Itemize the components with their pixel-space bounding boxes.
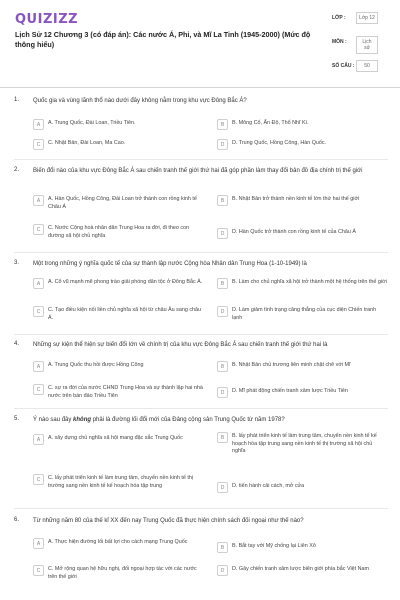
lop-value: Lớp 12 [356,12,378,24]
option-c[interactable] [33,474,203,490]
option-b[interactable] [217,195,387,206]
option-text: A. xây dựng chủ nghĩa xã hội mang đặc sắc Trung Quốc [48,435,183,441]
question-number: 2. [14,167,20,173]
option-letter: C [33,139,44,150]
option-letter: A [33,361,44,372]
option-text: D. tiến hành cải cách, mở cửa [232,483,305,489]
option-c[interactable] [33,306,203,322]
option-d[interactable] [217,482,387,493]
option-d[interactable] [217,139,387,150]
option-letter: D [217,387,228,398]
socau-label: SỐ CÂU : [332,63,355,69]
option-text: C. Nhật Bản, Đài Loan, Ma Cao. [48,140,126,146]
option-b[interactable] [217,542,387,553]
meta-row-lop [332,12,388,36]
option-letter: D [217,565,228,576]
question-text-emphasis: không [73,417,92,423]
option-letter: B [217,119,228,130]
question-divider [14,334,388,335]
option-letter: D [217,228,228,239]
option-text: D. Hàn Quốc trở thành con rồng kinh tế của Châu Á [232,229,356,235]
question-text-post: phải là đường lối đổi mới của Đảng cộng sản Trung Quốc từ năm 1978? [91,417,285,423]
question-text-pre: Ý nào sau đây [33,417,74,423]
option-letter: B [217,195,228,206]
option-text: B. Nhật Bản chủ trương liên minh chặt chẽ với Mĩ [232,362,351,368]
option-text: B. Mông Cổ, Ấn Độ, Thổ Nhĩ Kì. [232,120,309,126]
question-number: 4. [14,341,20,347]
question-text: Một trong những ý nghĩa quốc tế của sự thành lập nước Cộng hòa Nhân dân Trung Hoa (1-10-1949) là [33,261,307,267]
option-c[interactable] [33,565,203,581]
option-a[interactable] [33,361,203,372]
question-text: Những sự kiện thể hiện sự biến đổi lớn về chính trị của khu vực Đông Bắc Á sau chiến tranh thế giới thứ hai là [33,342,328,348]
option-a[interactable] [33,434,203,445]
option-text: A. Trung Quốc, Đài Loan, Triều Tiên. [48,120,136,126]
option-c[interactable] [33,224,203,240]
option-text: B. Nhật Bản trở thành nền kinh tế lớn thứ hai thế giới [232,196,360,202]
option-letter: B [217,432,228,443]
option-letter: C [33,306,44,317]
option-text: A. Cổ vũ mạnh mẽ phong trào giải phóng dân tộc ở Đông Bắc Á. [48,279,203,285]
option-c[interactable] [33,384,203,400]
meta-row-socau [332,60,388,84]
option-text: B. Bắt tay với Mỹ chống lại Liên Xô [232,543,316,549]
option-text: D. Mĩ phát động chiến tranh xâm lược Triều Tiên [232,388,348,394]
option-letter: B [217,278,228,289]
option-text: B. lấy phát triển kinh tế làm trung tâm, chuyển nền kinh tế kế hoạch hóa tập trung sang nền kinh tế thị trường xã hội chủ nghĩa [232,433,377,454]
quizizz-logo: QUIZIZZ [15,12,79,27]
meta-row-mon [332,36,388,60]
option-d[interactable] [217,565,387,576]
lop-label: LỚP : [332,15,346,21]
question-text [33,416,388,425]
mon-value: Lịch sử [356,36,378,54]
option-a[interactable] [33,538,203,549]
option-a[interactable] [33,195,203,211]
option-b[interactable] [217,119,387,130]
option-letter: A [33,195,44,206]
option-letter: D [217,482,228,493]
option-a[interactable] [33,278,203,289]
option-d[interactable] [217,228,387,239]
option-letter: A [33,434,44,445]
option-letter: A [33,119,44,130]
option-b[interactable] [217,361,387,372]
meta-panel [332,12,388,84]
question-divider [14,408,388,409]
option-text: A. Trung Quốc thu hồi được Hồng Công [48,362,144,368]
option-text: D. Gây chiến tranh xâm lược biên giới phía bắc Việt Nam [232,566,370,572]
option-d[interactable] [217,387,387,398]
mon-label: MÔN : [332,39,347,45]
option-text: C. Mở rộng quan hệ hữu nghị, đối ngoại hợp tác với các nước trên thế giới [48,566,197,580]
option-b[interactable] [217,278,387,289]
option-text: A. Hàn Quốc, Hồng Công, Đài Loan trở thành con rồng kinh tế Châu Á [48,196,197,210]
option-letter: D [217,306,228,317]
option-letter: A [33,278,44,289]
worksheet-header [0,0,400,88]
option-text: D. Làm giảm tình trạng căng thẳng của cục diện Chiến tranh lạnh [232,307,377,321]
worksheet-title: Lịch Sử 12 Chương 3 (có đáp án): Các nước Á, Phi, và Mĩ La Tinh (1945-2000) (Mức độ thông hiểu) [15,30,311,49]
option-letter: A [33,538,44,549]
option-c[interactable] [33,139,203,150]
option-letter: C [33,474,44,485]
question-divider [14,508,388,509]
question-text: Quốc gia và vùng lãnh thổ nào dưới đây không nằm trong khu vực Đông Bắc Á? [33,98,247,104]
option-text: C. lấy phát triển kinh tế làm trung tâm, chuyển nền kinh tế thị trường sang nền kinh tế kế hoạch hóa tập trung [48,475,194,489]
question-text: Biến đổi nào của khu vực Đông Bắc Á sau chiến tranh thế giới thứ hai đã góp phần làm thay đổi bản đồ địa chính trị thế giới [33,168,363,174]
question-number: 1. [14,97,20,103]
option-letter: D [217,139,228,150]
question-divider [14,159,388,160]
socau-value: 50 [356,60,378,72]
option-d[interactable] [217,306,387,322]
option-b[interactable] [217,432,387,456]
option-text: C. Nước Cộng hoà nhân dân Trung Hoa ra đời, đi theo con đường xã hội chủ nghĩa [48,225,190,239]
question-number: 3. [14,260,20,266]
option-letter: B [217,542,228,553]
option-letter: B [217,361,228,372]
option-a[interactable] [33,119,203,130]
option-letter: C [33,384,44,395]
option-letter: C [33,565,44,576]
question-divider [14,252,388,253]
question-text: Từ những năm 80 của thế kỉ XX đến nay Trung Quốc đã thực hiện chính sách đối ngoại như thế nào? [33,518,304,524]
option-text: C. Tạo điều kiện nối liền chủ nghĩa xã hội từ châu Âu sang châu Á. [48,307,202,321]
option-text: A. Thực hiện đường lối bất lợi cho cách mạng Trung Quốc [48,539,188,545]
option-text: C. sự ra đời của nước CHND Trung Hoa và sự thành lập hai nhà nước trên bán đảo Triều Tiên [48,385,203,399]
option-text: D. Trung Quốc, Hồng Công, Hàn Quốc. [232,140,327,146]
question-number: 6. [14,517,20,523]
question-number: 5. [14,416,20,422]
option-letter: C [33,224,44,235]
option-text: B. Làm cho chủ nghĩa xã hội trở thành một hệ thống trên thế giới [232,279,387,285]
